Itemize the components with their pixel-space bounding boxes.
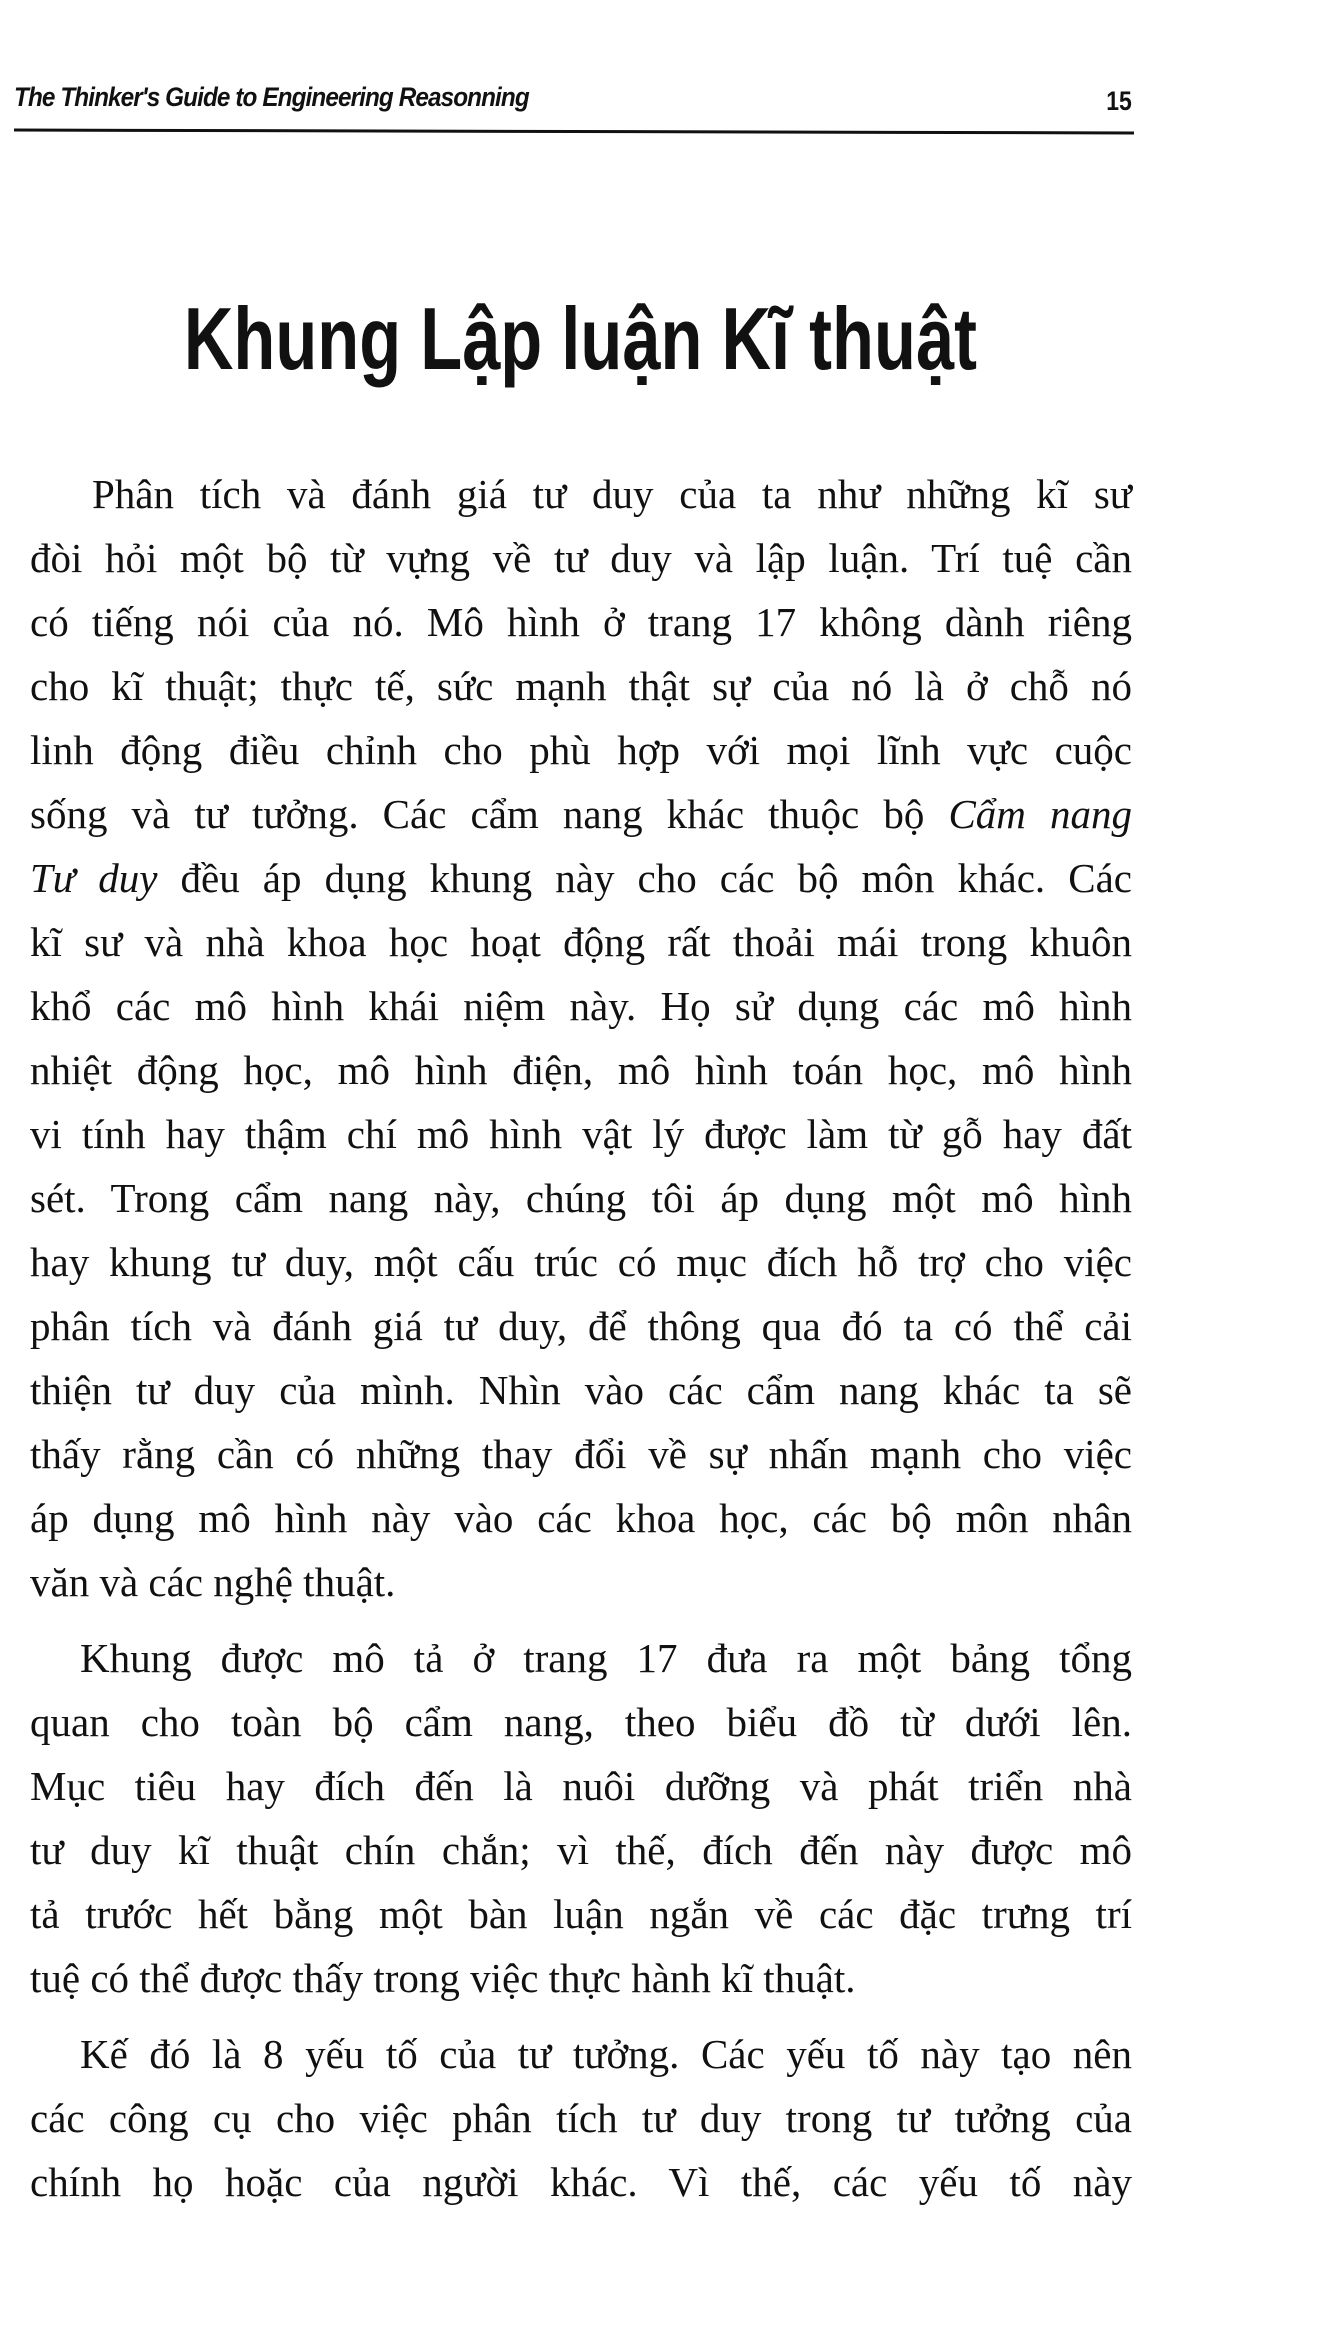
text-line: văn và các nghệ thuật.	[30, 1559, 396, 1605]
text-line: tả trước hết bằng một bàn luận ngắn về các đặc trưng trí	[30, 1891, 1132, 1937]
text-line: vi tính hay thậm chí mô hình vật lý được làm từ gỗ hay đất	[30, 1111, 1132, 1157]
text-line: chính họ hoặc của người khác. Vì thế, các yếu tố này	[30, 2159, 1132, 2205]
italic-series-name: Cẩm nang	[948, 791, 1132, 837]
chapter-title	[0, 289, 1160, 389]
text-line: tư duy kĩ thuật chín chắn; vì thế, đích đến này được mô	[30, 1827, 1132, 1873]
text-line: Khung được mô tả ở trang 17 đưa ra một bảng tổng	[80, 1635, 1132, 1681]
text-segment: sống và tư tưởng. Các cẩm nang khác thuộc bộ	[30, 791, 949, 837]
text-line: linh động điều chỉnh cho phù hợp với mọi lĩnh vực cuộc	[30, 727, 1132, 773]
text-line	[30, 782, 1132, 846]
text-line: quan cho toàn bộ cẩm nang, theo biểu đồ từ dưới lên.	[30, 1699, 1132, 1745]
text-line: khổ các mô hình khái niệm này. Họ sử dụng các mô hình	[30, 983, 1132, 1029]
paragraph-2	[30, 1626, 1132, 2010]
text-line: sét. Trong cẩm nang này, chúng tôi áp dụng một mô hình	[30, 1175, 1132, 1221]
text-line: Phân tích và đánh giá tư duy của ta như những kĩ sư	[92, 471, 1132, 517]
paragraph-3	[30, 2022, 1132, 2214]
text-line: tuệ có thể được thấy trong việc thực hành kĩ thuật.	[30, 1955, 856, 2001]
text-line: có tiếng nói của nó. Mô hình ở trang 17 không dành riêng	[30, 599, 1132, 645]
running-header	[14, 82, 1134, 132]
text-line: thiện tư duy của mình. Nhìn vào các cẩm nang khác ta sẽ	[30, 1367, 1132, 1413]
text-line	[30, 846, 1132, 910]
text-line: đòi hỏi một bộ từ vựng về tư duy và lập luận. Trí tuệ cần	[30, 535, 1132, 581]
text-line: Kế đó là 8 yếu tố của tư tưởng. Các yếu tố này tạo nên	[80, 2031, 1132, 2077]
text-line: thấy rằng cần có những thay đổi về sự nhấn mạnh cho việc	[30, 1431, 1132, 1477]
chapter-title-text: Khung Lập luận Kĩ thuật	[183, 288, 977, 388]
text-line: phân tích và đánh giá tư duy, để thông qua đó ta có thể cải	[30, 1303, 1132, 1349]
page-number: 15	[1106, 86, 1132, 116]
text-line: cho kĩ thuật; thực tế, sức mạnh thật sự của nó là ở chỗ nó	[30, 663, 1132, 709]
italic-series-name: Tư duy	[30, 855, 158, 901]
text-line: các công cụ cho việc phân tích tư duy trong tư tưởng của	[30, 2095, 1132, 2141]
text-line: Mục tiêu hay đích đến là nuôi dưỡng và phát triển nhà	[30, 1763, 1132, 1809]
text-line: hay khung tư duy, một cấu trúc có mục đích hỗ trợ cho việc	[30, 1239, 1132, 1285]
paragraph-1	[30, 462, 1132, 1614]
text-line: kĩ sư và nhà khoa học hoạt động rất thoải mái trong khuôn	[30, 919, 1132, 965]
text-line: áp dụng mô hình này vào các khoa học, các bộ môn nhân	[30, 1495, 1132, 1541]
text-segment: đều áp dụng khung này cho các bộ môn khác. Các	[157, 855, 1132, 901]
book-title: The Thinker's Guide to Engineering Reasonning	[14, 82, 529, 112]
text-line: nhiệt động học, mô hình điện, mô hình toán học, mô hình	[30, 1047, 1132, 1093]
body-text	[30, 462, 1132, 2226]
